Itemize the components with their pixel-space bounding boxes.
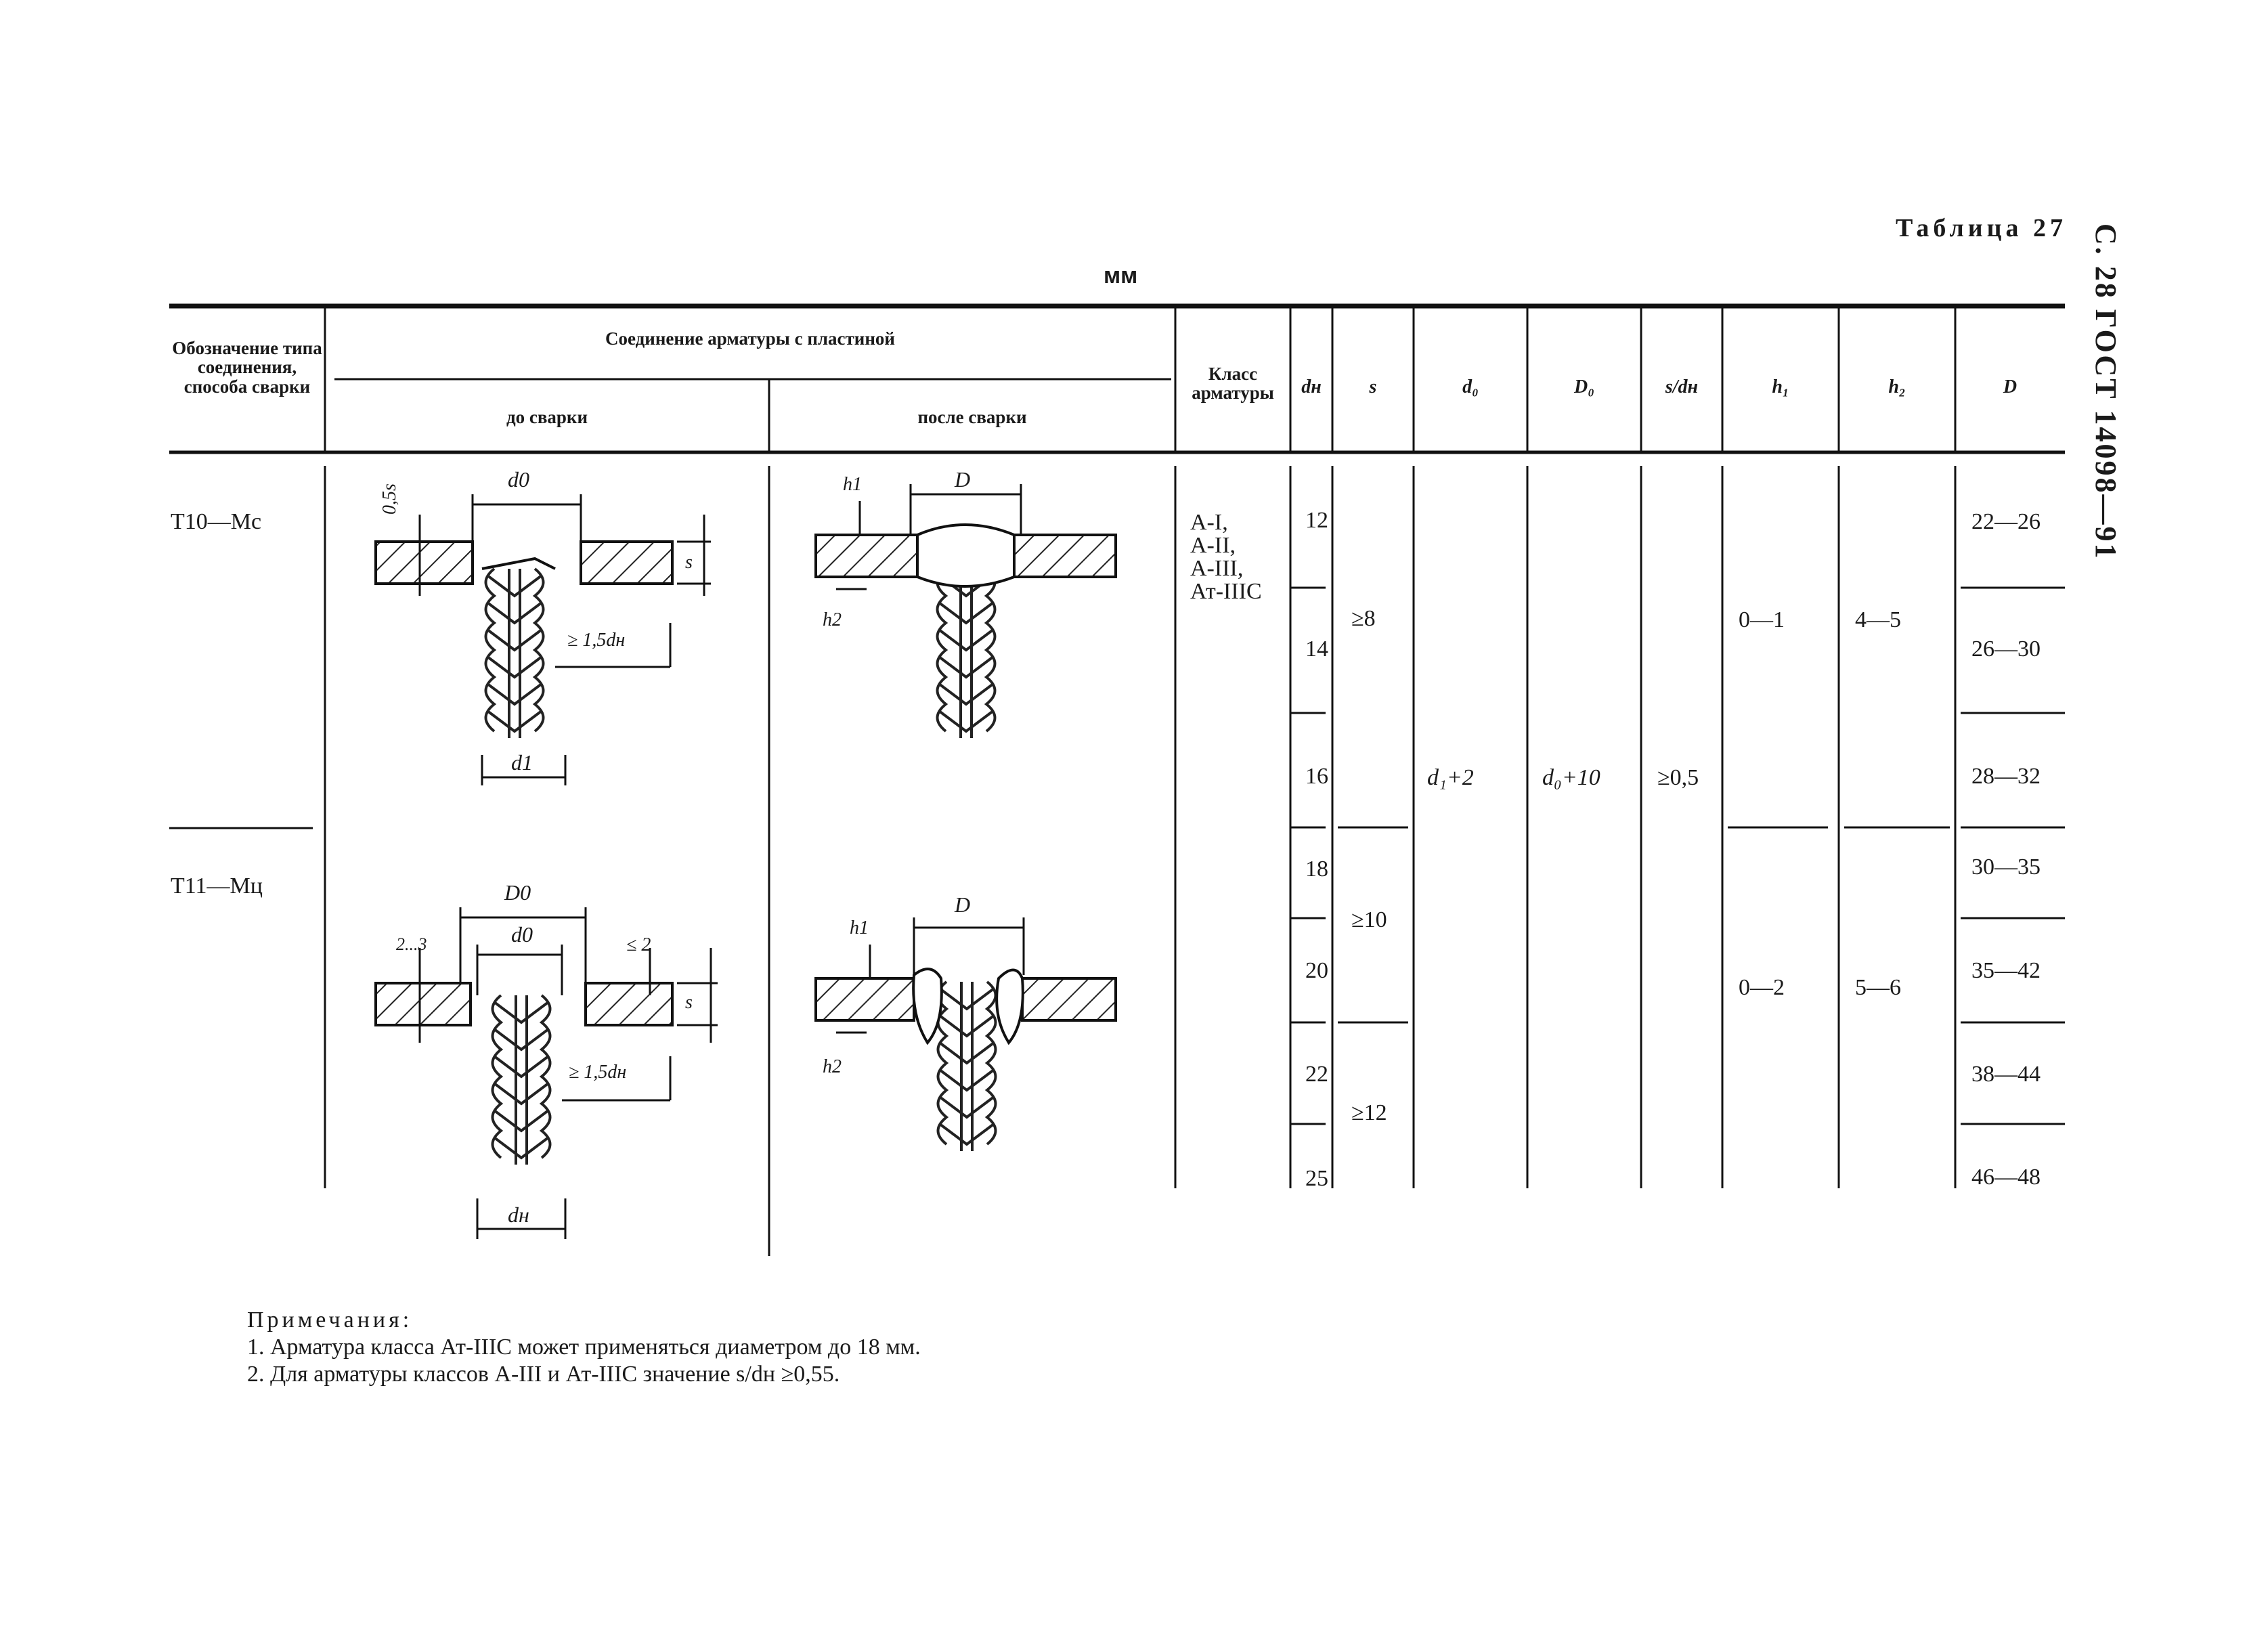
t11-after-drawing — [816, 917, 1116, 1158]
notes-title: Примечания: — [247, 1307, 413, 1333]
header-after: после сварки — [917, 407, 1027, 427]
header-designation: Обозначение типа соединения, способа сварки — [172, 338, 322, 397]
h1-value: 0—1 — [1739, 607, 1785, 632]
t10-d0-label: d0 — [508, 467, 529, 492]
dn-value: 16 — [1305, 764, 1328, 789]
t11-after-h2-label: h2 — [823, 1056, 842, 1077]
rebar-class-list — [1190, 511, 1262, 603]
t10-s-label: s — [685, 552, 693, 573]
t11-gap-label: 2...3 — [396, 934, 427, 954]
table-title: Таблица 27 — [1896, 214, 2068, 242]
t11-D0-label: D0 — [504, 880, 531, 905]
t11-s-label: s — [685, 992, 693, 1013]
t10-after-drawing — [816, 484, 1116, 745]
h2-value: 5—6 — [1855, 975, 1901, 1000]
t11-after-h1-label: h1 — [850, 917, 869, 938]
dn-value: 20 — [1305, 958, 1328, 983]
page-header: С. 28 ГОСТ 14098—91 — [2089, 223, 2122, 561]
row-type-t10: T10—Мс — [171, 509, 262, 534]
D-value: 28—32 — [1971, 764, 2041, 789]
h1-value: 0—2 — [1739, 975, 1785, 1000]
header-h1: h₁ — [1772, 376, 1789, 397]
header-D0: D₀ — [1574, 376, 1594, 397]
row-type-t11: T11—Мц — [171, 873, 263, 898]
dn-value: 22 — [1305, 1062, 1328, 1087]
header-h2: h₂ — [1888, 376, 1906, 397]
header-s: s — [1369, 376, 1377, 397]
header-D: D — [2003, 376, 2018, 397]
D-value: 35—42 — [1971, 958, 2041, 983]
D-value: 38—44 — [1971, 1062, 2041, 1087]
header-s-dn: s/dн — [1665, 376, 1699, 397]
D-value: 26—30 — [1971, 636, 2041, 662]
t11-before-drawing — [376, 907, 718, 1239]
t10-min-label: ≥ 1,5dн — [567, 630, 626, 651]
t10-after-h2-label: h2 — [823, 609, 842, 630]
rebar-class-item: A-I, — [1190, 510, 1228, 535]
t11-dn-label: dн — [508, 1203, 529, 1227]
header-d0: d₀ — [1462, 376, 1479, 397]
note-item: 2. Для арматуры классов A-III и Ат-IIIC значение s/dн ≥0,55. — [247, 1362, 840, 1387]
unit-label: мм — [1104, 263, 1138, 288]
note-item: 1. Арматура класса Ат-IIIC может применяться диаметром до 18 мм. — [247, 1335, 921, 1360]
t10-before-drawing — [376, 494, 711, 785]
t11-after-D-label: D — [955, 892, 971, 917]
t10-after-h1-label: h1 — [843, 474, 862, 495]
rebar-class-item: Ат-IIIC — [1190, 579, 1262, 604]
header-dn: dн — [1301, 376, 1322, 397]
rebar-class-item: A-II, — [1190, 533, 1236, 558]
s-value: ≥12 — [1351, 1100, 1387, 1125]
dn-value: 12 — [1305, 508, 1328, 533]
D-value: 22—26 — [1971, 509, 2041, 534]
D-value: 30—35 — [1971, 854, 2041, 880]
t11-max-label: ≤ 2 — [626, 934, 651, 955]
dn-value: 14 — [1305, 636, 1328, 662]
D-value: 46—48 — [1971, 1165, 2041, 1190]
h2-value: 4—5 — [1855, 607, 1901, 632]
t10-thickness-label: 0,5s — [379, 483, 400, 515]
s-value: ≥10 — [1351, 907, 1387, 932]
header-before: до сварки — [506, 407, 588, 427]
notes — [247, 1307, 921, 1388]
header-connection: Соединение арматуры с пластиной — [605, 328, 895, 349]
dn-value: 25 — [1305, 1166, 1328, 1191]
d0-value: d₁+2 — [1427, 765, 1474, 790]
s-dn-value: ≥0,5 — [1657, 765, 1699, 790]
t11-d0-label: d0 — [511, 922, 533, 947]
header-rebar-class: Класс арматуры — [1192, 364, 1274, 404]
t11-min-label: ≥ 1,5dн — [569, 1062, 627, 1083]
D0-value: d₀+10 — [1542, 765, 1600, 790]
t10-after-D-label: D — [955, 467, 971, 492]
rebar-class-item: A-III, — [1190, 556, 1244, 581]
t10-d1-label: d1 — [511, 750, 533, 775]
s-value: ≥8 — [1351, 606, 1376, 631]
dn-value: 18 — [1305, 857, 1328, 882]
